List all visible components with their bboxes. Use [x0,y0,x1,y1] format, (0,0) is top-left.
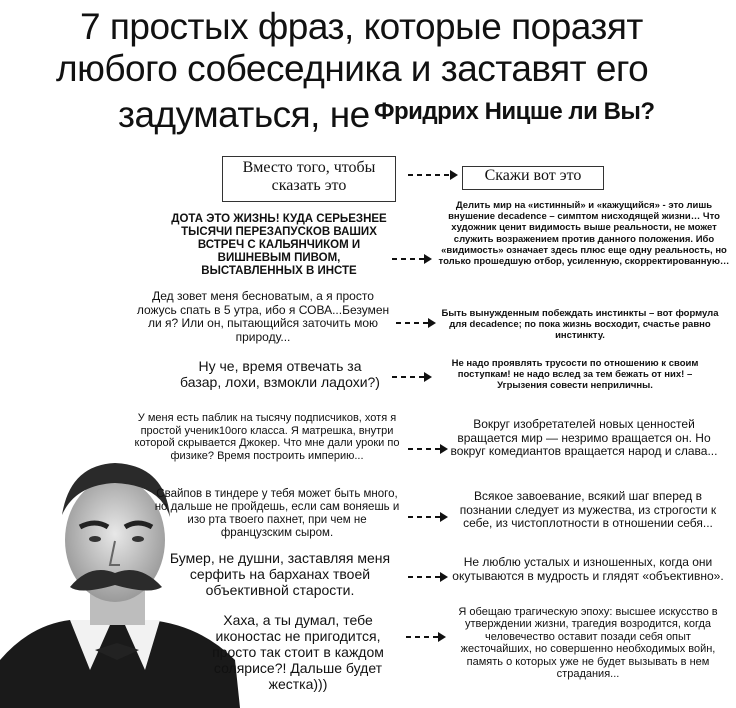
title-line-2: любого собеседника и заставят его [56,48,649,89]
dashed-arrow [408,512,448,522]
header-right-text: Скажи вот это [484,167,582,184]
left-phrase-3: Ну че, время отвечать за базар, лохи, взмокли ладохи?) [180,358,380,390]
title-name: Фридрих Ницше ли Вы? [374,98,655,125]
right-phrase-2: Быть вынужденным побеждать инстинкты – вот формула для decadence; по пока жизнь восходит, счастье равно инстинкту. [441,308,719,342]
dashed-arrow [408,444,448,454]
right-phrase-5: Всякое завоевание, всякий шаг вперед в познании следует из мужества, из строгости к себе, из чистоплотности в отношении себя... [459,489,717,530]
header-left-text: Вместо того, чтобы сказать это [242,159,376,194]
right-phrase-4: Вокруг изобретателей новых ценностей вращается мир — незримо вращается он. Но вокруг комедиантов вращается народ и слава... [450,417,718,458]
dashed-arrow [396,318,436,328]
header-left-box [222,156,396,202]
header-right-box [462,166,604,190]
right-phrase-3: Не надо проявлять трусости по отношению к своим поступкам! не надо вслед за тем бежать от них! – Угрызения совести неприличны. [451,358,699,392]
right-phrase-1: Делить мир на «истинный» и «кажущийся» - это лишь внушение decadence – симптом нисходящей жизни… Что художник ценит видимость выше реальности, не может служить возражением против данного положения. Ибо «видимость» означает здесь плюс еще одну реальность, но только прошедшую отбор, усиленную, скорректированную… [438,200,730,268]
left-phrase-4: У меня есть паблик на тысячу подписчиков, хотя я простой ученик10ого класса. Я матрешка, внутри которой скрывается Джокер. Что мне дали уроки по физике? Время построить империю... [134,412,400,462]
dashed-arrow [408,170,458,180]
dashed-arrow [406,632,446,642]
left-phrase-2: Дед зовет меня бесноватым, а я просто ложусь спать в 5 утра, ибо я СОВА...Безумен ли я? Или он, пытающийся заточить мою природу... [136,289,390,344]
title-line-3: задуматься, не [118,94,370,135]
dashed-arrow [392,372,432,382]
left-phrase-5: Свайпов в тиндере у тебя может быть много, но дальше не пройдешь, если сам воняешь и изо рта твоего пахнет, при чем не французским сыром. [154,488,400,539]
left-phrase-7: Хаха, а ты думал, тебе иконостас не пригодится, просто так стоит в каждом солярисе?! Дальше будет жестка))) [212,612,384,692]
right-phrase-6: Не люблю усталых и изношенных, когда они окутываются в мудрость и глядят «объективно». [452,555,724,583]
left-phrase-1: ДОТА ЭТО ЖИЗНЬ! КУДА СЕРЬЕЗНЕЕ ТЫСЯЧИ ПЕРЕЗАПУСКОВ ВАШИХ ВСТРЕЧ С КАЛЬЯНЧИКОМ И ВИШНЕВЫМ ПИВОМ, ВЫСТАВЛЕННЫХ В ИНСТЕ [171,213,387,277]
left-phrase-6: Бумер, не душни, заставляя меня серфить на барханах твоей объективной старости. [169,550,391,598]
dashed-arrow [392,254,432,264]
dashed-arrow [408,572,448,582]
title-line-1: 7 простых фраз, которые поразят [80,6,643,47]
right-phrase-7: Я обещаю трагическую эпоху: высшее искусство в утверждении жизни, трагедия возродится, когда человечество оставит позади себя опыт жесточайших, но совершенно необходимых войн, память о которых уже не будет вызывать в нем страдания... [458,606,718,681]
